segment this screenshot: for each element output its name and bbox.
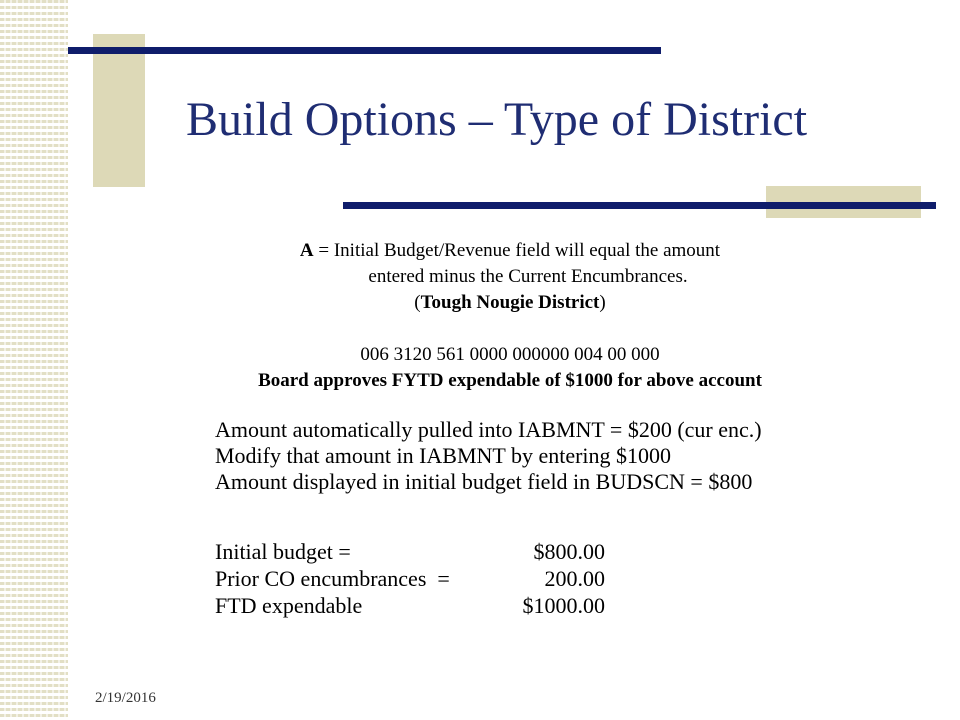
step-line: Amount automatically pulled into IABMNT = $200 (cur enc.) xyxy=(215,417,762,442)
paren-close: ) xyxy=(599,292,606,313)
slide-title: Build Options – Type of District xyxy=(186,93,808,146)
calc-row xyxy=(215,592,605,619)
calc-label: Prior CO encumbrances = xyxy=(215,566,450,591)
board-statement: Board approves FYTD expendable of $1000 for above account xyxy=(258,370,762,391)
calc-row xyxy=(215,565,605,592)
step-line: Modify that amount in IABMNT by entering $1000 xyxy=(215,443,672,468)
account-block xyxy=(150,342,870,394)
calc-value: $800.00 xyxy=(533,539,605,564)
definition-line-1 xyxy=(150,238,870,264)
steps-list xyxy=(215,417,762,495)
left-stripe-texture xyxy=(0,0,68,720)
calc-label: FTD expendable xyxy=(215,593,363,618)
district-line xyxy=(150,290,870,316)
calc-label: Initial budget = xyxy=(215,539,351,564)
footer-date: 2/19/2016 xyxy=(95,690,156,706)
definition-line-2: entered minus the Current Encumbrances. xyxy=(368,266,688,287)
calc-row xyxy=(215,538,605,565)
paren-open: ( xyxy=(414,292,421,313)
account-number: 006 3120 561 0000 000000 004 00 000 xyxy=(360,344,660,365)
step-line: Amount displayed in initial budget field in BUDSCN = $800 xyxy=(215,469,753,494)
calculation-table xyxy=(215,538,605,619)
definition-text-1: = Initial Budget/Revenue field will equal the amount xyxy=(313,240,721,261)
option-letter: A xyxy=(299,240,314,261)
navy-rule-bottom xyxy=(343,202,936,209)
definition-block xyxy=(150,238,870,316)
calc-value: 200.00 xyxy=(544,566,605,591)
district-name: Tough Nougie District xyxy=(420,292,600,313)
calc-value: $1000.00 xyxy=(522,593,605,618)
beige-block-top-left xyxy=(93,34,145,187)
navy-rule-top xyxy=(68,47,661,54)
